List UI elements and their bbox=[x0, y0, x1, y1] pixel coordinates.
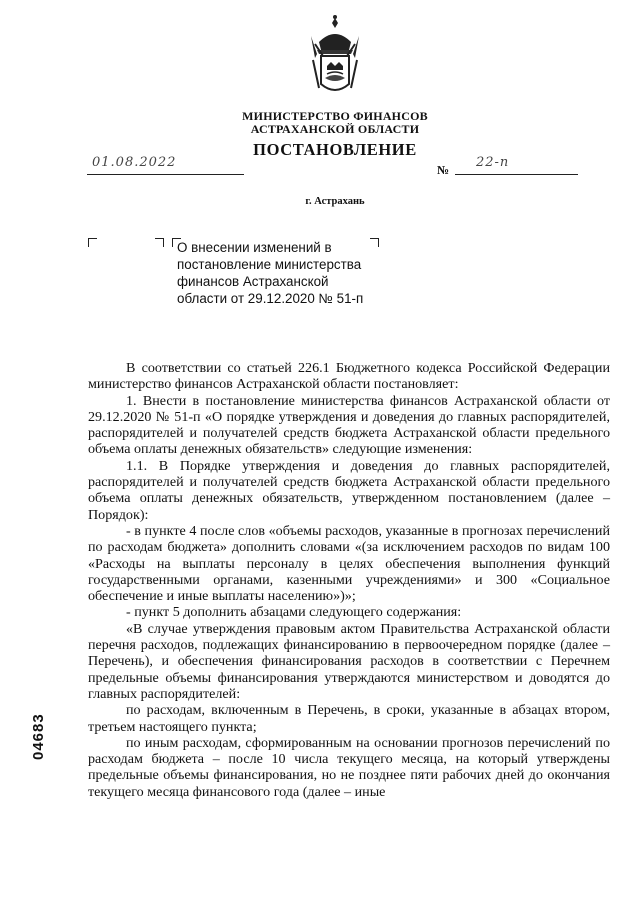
document-subject: О внесении изменений в постановление министерства финансов Астраханской области от 29.12.2020 № 51-п bbox=[177, 240, 364, 306]
paragraph: по расходам, включенным в Перечень, в сроки, указанные в абзацах втором, третьем настоящего пункта; bbox=[88, 702, 610, 735]
paragraph: - пункт 5 дополнить абзацами следующего содержания: bbox=[126, 604, 462, 621]
paragraph: «В случае утверждения правовым актом Правительства Астраханской области перечня расходов, подлежащих финансированию в первоочередном порядке (далее – Перечень), и обеспечения финансирования расходов в соответствии с Перечнем предельные объемы финансирования утверждаются министерством и доводятся до главных распорядителей: bbox=[88, 620, 610, 702]
ministry-line-1: МИНИСТЕРСТВО ФИНАНСОВ bbox=[242, 109, 428, 123]
paragraph: 1. Внести в постановление министерства финансов Астраханской области от 29.12.2020 № 51-п «О порядке утверждения и доведения до главных распорядителей, распорядителей и получателей средств бюджета Астраханской области предельного объема оплаты денежных обязательств» следующие изменения: bbox=[88, 392, 610, 458]
bracket-corner-left bbox=[88, 238, 97, 247]
document-body bbox=[88, 360, 610, 800]
ministry-line-2: АСТРАХАНСКОЙ ОБЛАСТИ bbox=[250, 122, 420, 136]
paragraph: по иным расходам, сформированным на основании прогнозов перечислений по расходам бюджета – после 10 числа текущего месяца, на который утверждены предельные объемы финансирования, но не позднее пяти рабочих дней до окончания текущего месяца финансового года (далее – иные bbox=[88, 734, 610, 800]
bracket-corner-mid-right bbox=[155, 238, 164, 247]
side-stamp-number: 04683 bbox=[30, 713, 47, 760]
number-underline bbox=[455, 174, 578, 175]
document-number: 22-п bbox=[476, 155, 510, 170]
document-date: 01.08.2022 bbox=[92, 155, 177, 170]
paragraph: 1.1. В Порядке утверждения и доведения до главных распорядителей, распорядителей и получателей средств бюджета Астраханской области предельного объема оплаты денежных обязательств, утвержденном постановлением (далее – Порядок): bbox=[88, 457, 610, 523]
city-label: г. Астрахань bbox=[305, 196, 365, 207]
document-type: ПОСТАНОВЛЕНИЕ bbox=[253, 140, 417, 159]
date-underline bbox=[87, 174, 244, 175]
number-sign: № bbox=[437, 163, 450, 177]
paragraph: В соответствии со статьей 226.1 Бюджетного кодекса Российской Федерации министерство финансов Астраханской области постановляет: bbox=[88, 360, 610, 393]
ministry-name bbox=[160, 110, 510, 136]
coat-of-arms-icon bbox=[305, 14, 365, 102]
paragraph: - в пункте 4 после слов «объемы расходов, указанные в прогнозах перечислений по расходам бюджета» дополнить словами «(за исключением расходов по видам 100 «Расходы на выплаты персоналу в целях обеспечения выполнения функций государственными органами, казенными учреждениями» и 300 «Социальное обеспечение и иные выплаты населению»)»; bbox=[88, 522, 610, 605]
